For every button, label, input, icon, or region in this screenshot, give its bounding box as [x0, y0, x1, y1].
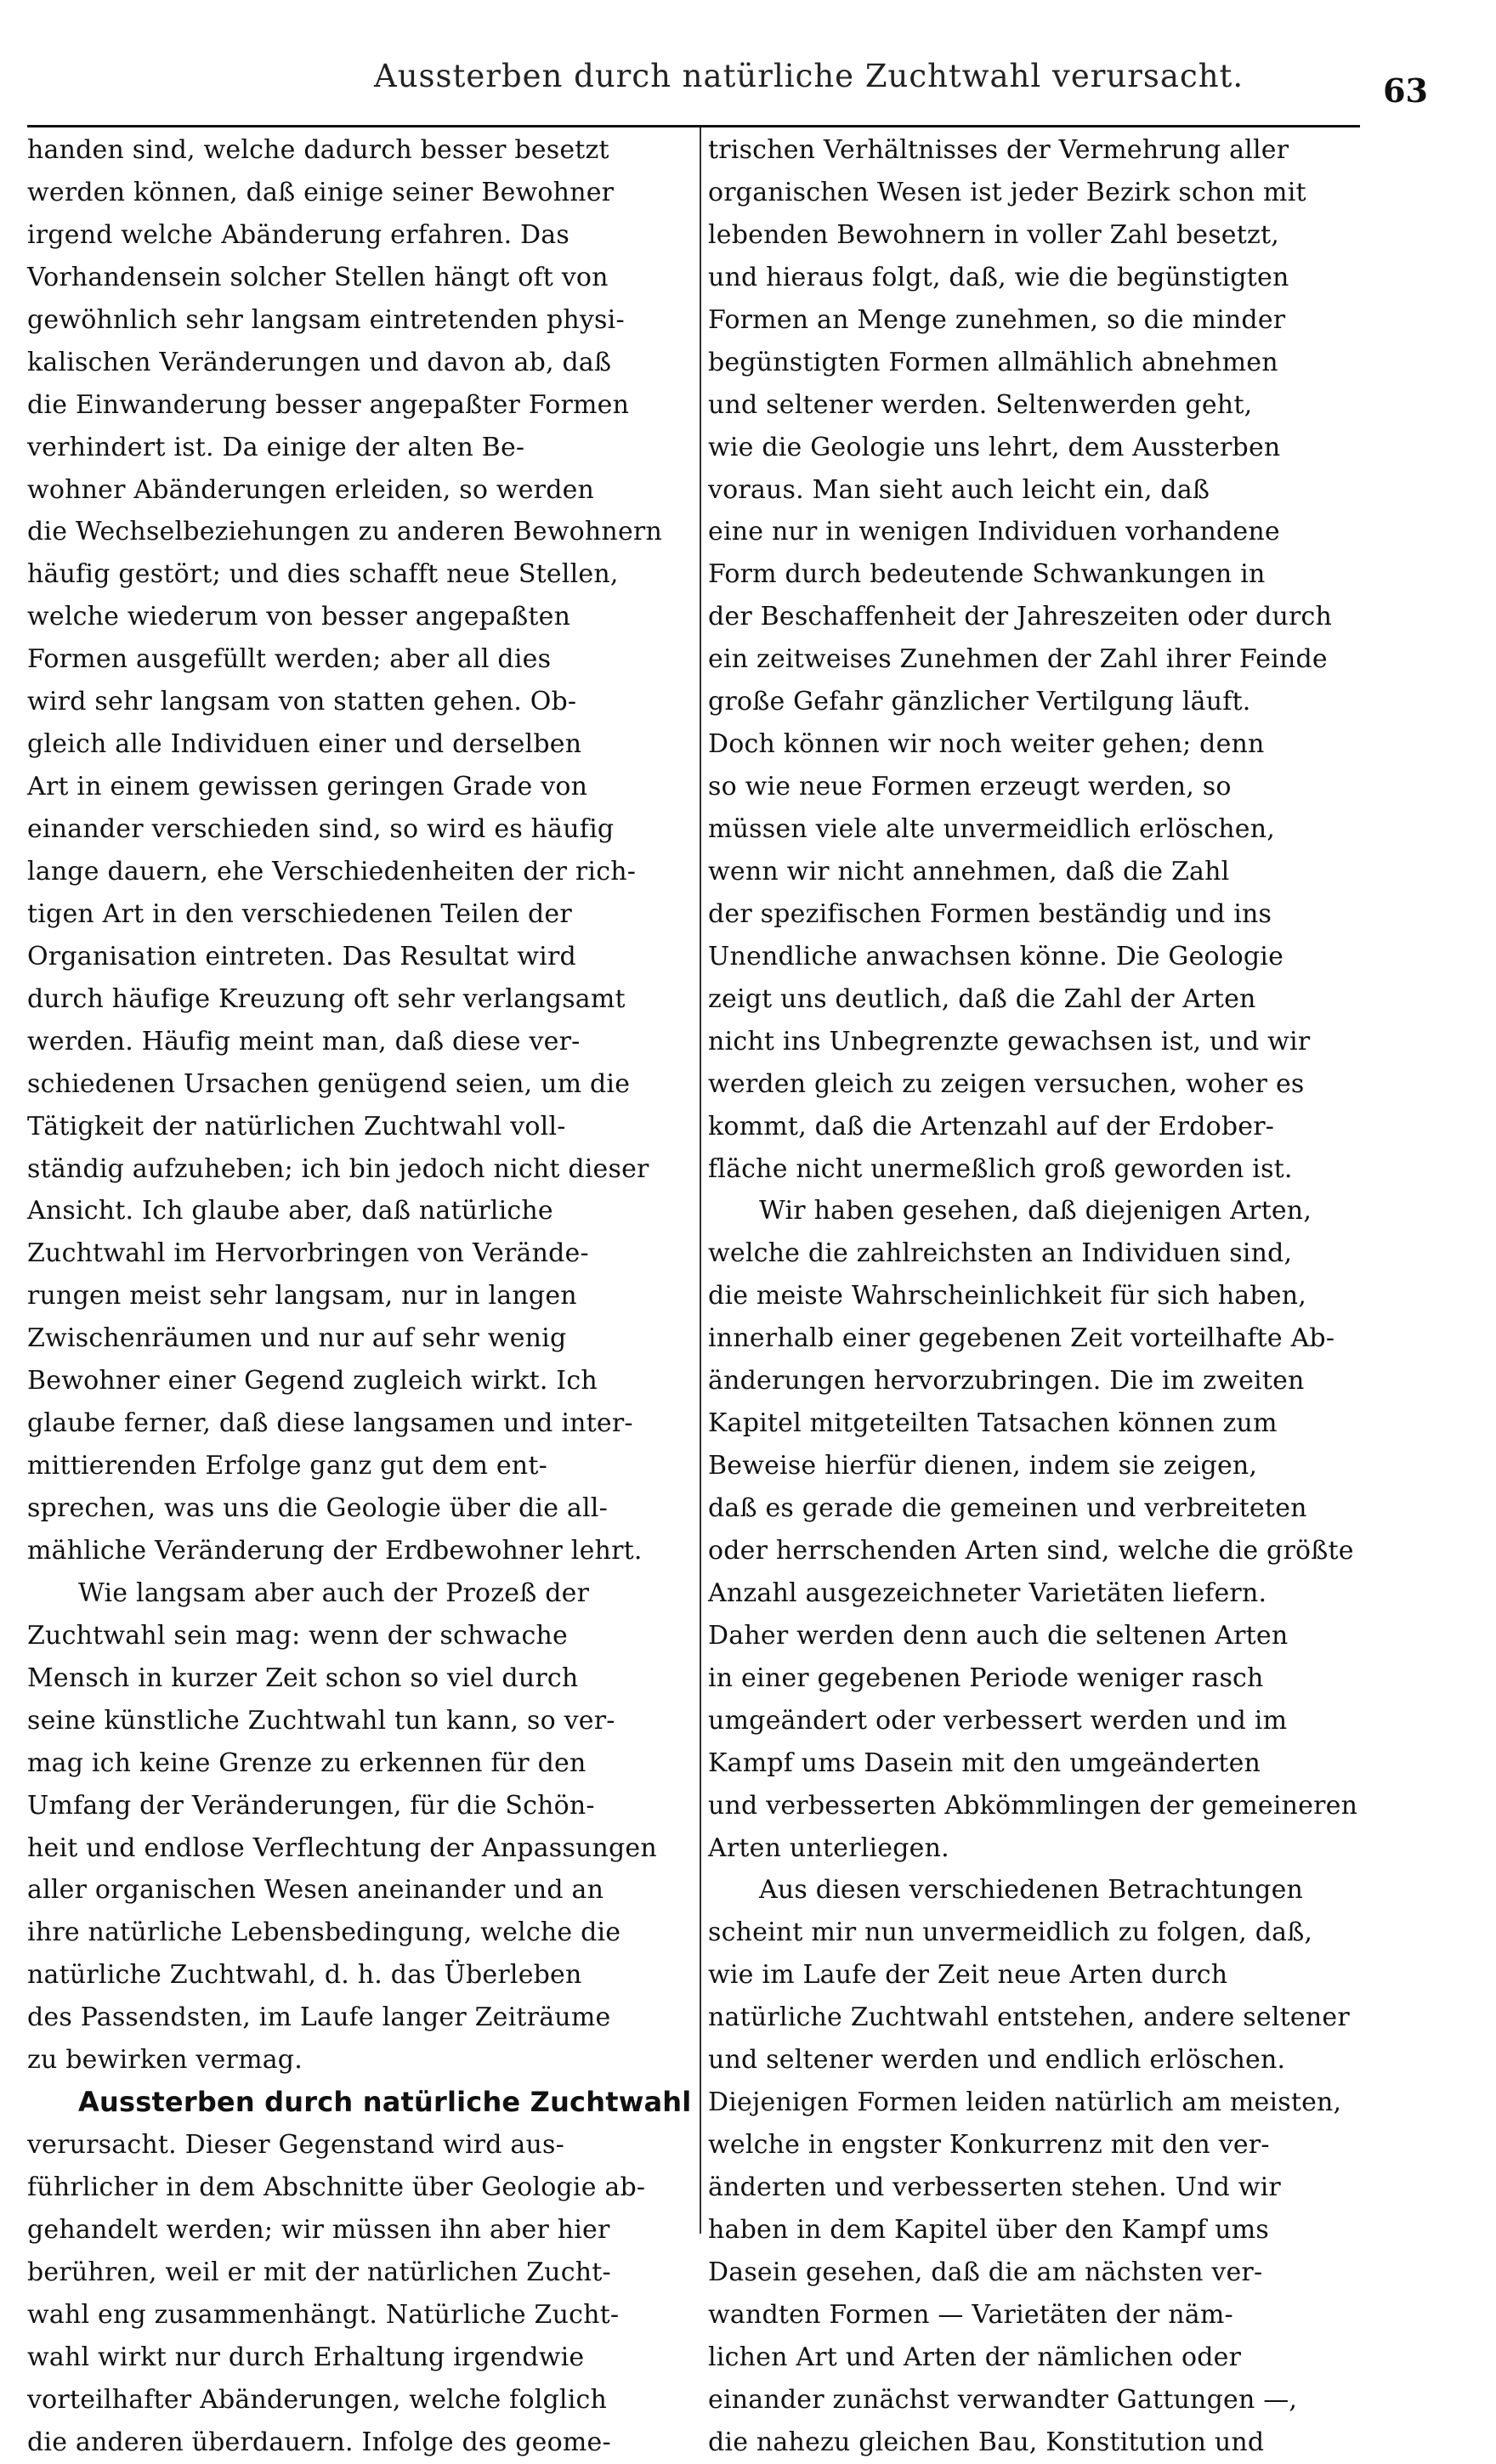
text-line: irgend welche Abänderung erfahren. Das [27, 219, 570, 250]
text-line: ihre natürliche Lebensbedingung, welche die [27, 1917, 621, 1948]
text-line: Ansicht. Ich glaube aber, daß natürliche [27, 1196, 553, 1226]
text-line: Formen an Menge zunehmen, so die minder [708, 304, 1286, 335]
text-line: trischen Verhältnisses der Vermehrung aller [708, 135, 1289, 165]
text-line: welche die zahlreichsten an Individuen sind, [708, 1238, 1293, 1269]
text-line: wie die Geologie uns lehrt, dem Aussterben [708, 432, 1281, 462]
text-line: wohner Abänderungen erleiden, so werden [27, 474, 595, 505]
text-line: Umfang der Veränderungen, für die Schön- [27, 1790, 595, 1821]
text-line: kommt, daß die Artenzahl auf der Erdober- [708, 1111, 1275, 1141]
text-line: Doch können wir noch weiter gehen; denn [708, 729, 1265, 760]
text-line: die Einwanderung besser angepaßter Formen [27, 389, 630, 420]
text-line: Wie langsam aber auch der Prozeß der [78, 1578, 590, 1608]
text-line: Kapitel mitgeteilten Tatsachen können zum [708, 1408, 1278, 1439]
text-line: die Wechselbeziehungen zu anderen Bewohnern [27, 517, 662, 547]
text-line: änderungen hervorzubringen. Die im zweiten [708, 1366, 1305, 1396]
text-line: Tätigkeit der natürlichen Zuchtwahl voll- [27, 1111, 566, 1141]
text-line: und seltener werden. Seltenwerden geht, [708, 389, 1253, 420]
text-line: Dasein gesehen, daß die am nächsten ver- [708, 2257, 1263, 2287]
text-line: änderten und verbesserten stehen. Und wir [708, 2172, 1281, 2202]
text-line: in einer gegebenen Periode weniger rasch [708, 1662, 1264, 1693]
text-line: gehandelt werden; wir müssen ihn aber hier [27, 2214, 610, 2245]
text-line: mag ich keine Grenze zu erkennen für den [27, 1747, 586, 1778]
text-line: so wie neue Formen erzeugt werden, so [708, 772, 1232, 802]
text-line: natürliche Zuchtwahl, d. h. das Überleben [27, 1960, 582, 1991]
column-divider [700, 127, 701, 2234]
text-line: Vorhandensein solcher Stellen hängt oft von [27, 262, 609, 292]
text-line: ständig aufzuheben; ich bin jedoch nicht dieser [27, 1153, 649, 1184]
text-line: verhindert ist. Da einige der alten Be- [27, 432, 525, 462]
text-line: des Passendsten, im Laufe langer Zeiträume [27, 2002, 611, 2033]
text-line: führlicher in dem Abschnitte über Geologie ab- [27, 2172, 646, 2202]
text-line: Formen ausgefüllt werden; aber all dies [27, 644, 552, 675]
text-line: gleich alle Individuen einer und derselben [27, 729, 582, 760]
text-line: scheint mir nun unvermeidlich zu folgen, daß, [708, 1917, 1313, 1948]
text-line: und seltener werden und endlich erlöschen. [708, 2045, 1286, 2076]
text-line: innerhalb einer gegebenen Zeit vorteilhafte Ab- [708, 1323, 1335, 1354]
text-line: die nahezu gleichen Bau, Konstitution und [708, 2427, 1265, 2457]
text-line: Kampf ums Dasein mit den umgeänderten [708, 1747, 1261, 1778]
text-line: voraus. Man sieht auch leicht ein, daß [708, 474, 1210, 505]
section-heading: Aussterben durch natürliche Zuchtwahl [78, 2086, 692, 2119]
text-line: lichen Art und Arten der nämlichen oder [708, 2342, 1242, 2372]
text-line: häufig gestört; und dies schafft neue Stellen, [27, 559, 619, 590]
text-line: Unendliche anwachsen könne. Die Geologie [708, 941, 1284, 971]
text-line: schiedenen Ursachen genügend seien, um die [27, 1068, 631, 1099]
text-line: Beweise hierfür dienen, indem sie zeigen, [708, 1451, 1258, 1481]
text-line: die meiste Wahrscheinlichkeit für sich haben, [708, 1281, 1306, 1311]
text-line: lebenden Bewohnern in voller Zahl besetzt, [708, 219, 1280, 250]
text-line: einander zunächst verwandter Gattungen —, [708, 2384, 1298, 2415]
text-line: Daher werden denn auch die seltenen Arten [708, 1620, 1289, 1651]
text-line: zeigt uns deutlich, daß die Zahl der Arten [708, 983, 1256, 1014]
text-line: Arten unterliegen. [708, 1832, 949, 1863]
text-line: umgeändert oder verbessert werden und im [708, 1705, 1288, 1736]
text-line: tigen Art in den verschiedenen Teilen der [27, 898, 572, 929]
text-line: wandten Formen — Varietäten der näm- [708, 2299, 1233, 2330]
left-column [27, 129, 692, 2457]
text-line: haben in dem Kapitel über den Kampf ums [708, 2214, 1269, 2245]
text-line: oder herrschenden Arten sind, welche die größte [708, 1535, 1354, 1566]
text-line: Form durch bedeutende Schwankungen in [708, 559, 1266, 590]
text-line: wenn wir nicht annehmen, daß die Zahl [708, 856, 1230, 886]
text-line: berühren, weil er mit der natürlichen Zucht- [27, 2257, 611, 2287]
text-line: Zwischenräumen und nur auf sehr wenig [27, 1323, 567, 1354]
text-line: große Gefahr gänzlicher Vertilgung läuft. [708, 687, 1251, 717]
text-line: wahl wirkt nur durch Erhaltung irgendwie [27, 2342, 585, 2372]
page-number: 63 [1383, 71, 1428, 110]
text-line: der spezifischen Formen beständig und ins [708, 898, 1272, 929]
text-line: seine künstliche Zuchtwahl tun kann, so ver- [27, 1705, 615, 1736]
text-line: Aus diesen verschiedenen Betrachtungen [759, 1875, 1304, 1906]
text-line: welche in engster Konkurrenz mit den ver- [708, 2130, 1270, 2161]
text-line: kalischen Veränderungen und davon ab, daß [27, 347, 612, 377]
text-line: werden gleich zu zeigen versuchen, woher es [708, 1068, 1305, 1099]
text-line: daß es gerade die gemeinen und verbreiteten [708, 1493, 1307, 1523]
text-line: eine nur in wenigen Individuen vorhandene [708, 517, 1280, 547]
text-line: Diejenigen Formen leiden natürlich am meisten, [708, 2087, 1342, 2118]
text-line: wird sehr langsam von statten gehen. Ob- [27, 687, 577, 717]
text-line: Organisation eintreten. Das Resultat wird [27, 941, 576, 971]
right-column [708, 129, 1367, 2457]
text-line: Anzahl ausgezeichneter Varietäten liefern. [708, 1578, 1267, 1608]
text-line: rungen meist sehr langsam, nur in langen [27, 1281, 577, 1311]
running-head: Aussterben durch natürliche Zuchtwahl verursacht. [374, 58, 1244, 94]
text-line: und hieraus folgt, daß, wie die begünstigten [708, 262, 1289, 292]
text-line: durch häufige Kreuzung oft sehr verlangsamt [27, 983, 626, 1014]
text-line: Bewohner einer Gegend zugleich wirkt. Ich [27, 1366, 598, 1396]
text-line: Zuchtwahl sein mag: wenn der schwache [27, 1620, 568, 1651]
text-line: welche wiederum von besser angepaßten [27, 602, 571, 632]
text-line: und verbesserten Abkömmlingen der gemeineren [708, 1790, 1358, 1821]
text-line: heit und endlose Verflechtung der Anpassungen [27, 1832, 657, 1863]
text-line: ein zeitweises Zunehmen der Zahl ihrer Feinde [708, 644, 1328, 675]
text-line: müssen viele alte unvermeidlich erlöschen, [708, 814, 1275, 844]
text-line: Art in einem gewissen geringen Grade von [27, 772, 588, 802]
text-line: Zuchtwahl im Hervorbringen von Verände- [27, 1238, 589, 1269]
text-line: aller organischen Wesen aneinander und an [27, 1875, 604, 1906]
text-line: wahl eng zusammenhängt. Natürliche Zucht- [27, 2299, 620, 2330]
text-line: glaube ferner, daß diese langsamen und inter- [27, 1408, 633, 1439]
text-line: die anderen überdauern. Infolge des geome- [27, 2427, 611, 2457]
text-line: mittierenden Erfolge ganz gut dem ent- [27, 1451, 547, 1481]
text-line: wie im Laufe der Zeit neue Arten durch [708, 1960, 1228, 1991]
text-line: organischen Wesen ist jeder Bezirk schon mit [708, 177, 1306, 207]
text-line: verursacht. Dieser Gegenstand wird aus- [27, 2130, 564, 2161]
text-line: werden können, daß einige seiner Bewohner [27, 177, 615, 207]
text-line: der Beschaffenheit der Jahreszeiten oder durch [708, 602, 1333, 632]
text-line: begünstigten Formen allmählich abnehmen [708, 347, 1278, 377]
text-line: lange dauern, ehe Verschiedenheiten der rich- [27, 856, 637, 886]
text-line: Mensch in kurzer Zeit schon so viel durch [27, 1662, 579, 1693]
text-line: handen sind, welche dadurch besser besetzt [27, 135, 609, 165]
text-line: nicht ins Unbegrenzte gewachsen ist, und wir [708, 1026, 1311, 1056]
text-line: einander verschieden sind, so wird es häufig [27, 814, 615, 844]
text-line: werden. Häufig meint man, daß diese ver- [27, 1026, 581, 1056]
text-line: natürliche Zuchtwahl entstehen, andere seltener [708, 2002, 1350, 2033]
header-rule [27, 125, 1360, 127]
text-line: Wir haben gesehen, daß diejenigen Arten, [759, 1196, 1312, 1226]
text-line: fläche nicht unermeßlich groß geworden ist. [708, 1153, 1293, 1184]
text-line: vorteilhafter Abänderungen, welche folglich [27, 2384, 608, 2415]
text-line: sprechen, was uns die Geologie über die all- [27, 1493, 608, 1523]
text-line: gewöhnlich sehr langsam eintretenden physi- [27, 304, 625, 335]
text-line: mähliche Veränderung der Erdbewohner lehrt. [27, 1535, 643, 1566]
text-line: zu bewirken vermag. [27, 2045, 303, 2076]
